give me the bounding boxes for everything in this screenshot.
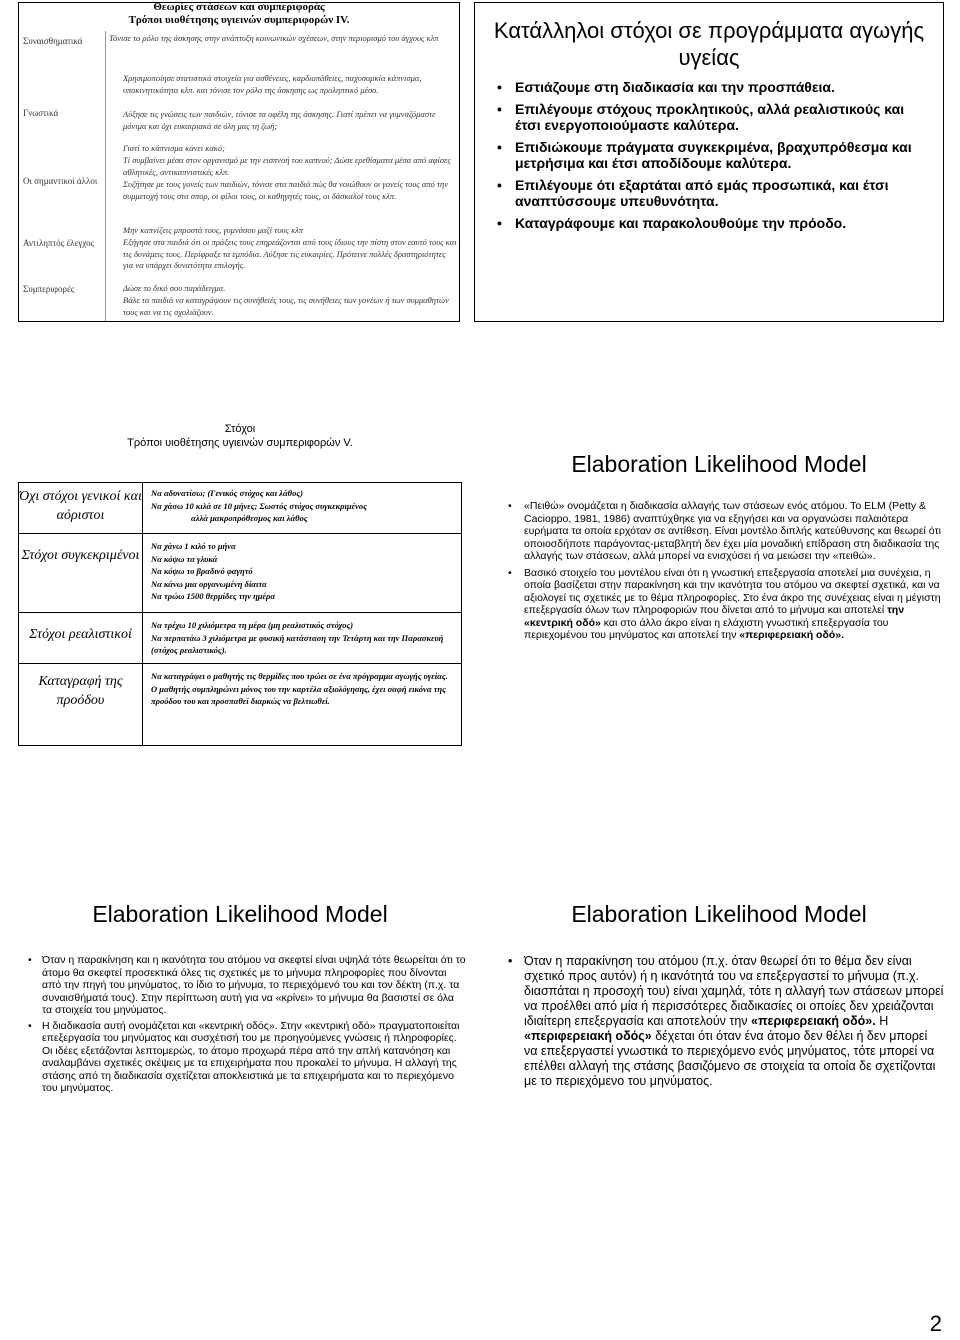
slide4-list xyxy=(504,500,944,642)
list-item xyxy=(497,215,933,231)
list-item-text: και στο άλλο άκρο είναι η ελάχιστη γνωστική επεξεργασία του περιεχομένου του μηνύματος και αποτελεί την xyxy=(524,616,889,641)
bullet-icon: • xyxy=(497,177,502,193)
column-divider xyxy=(105,31,106,321)
emphasis-peripheral-route: «περιφερειακή οδό». xyxy=(739,629,845,641)
text-record-habits: Βάλε τα παιδιά να καταγράψουν τις συνήθειές τους, τις συνήθειες των γονέων ή των συμμαθητών τους και να τις σχολιάζουν. xyxy=(123,295,449,317)
label-behaviors: Συμπεριφορές xyxy=(23,284,75,294)
slide-health-goals xyxy=(474,2,944,322)
list-item-text: Βασικό στοιχείο του μοντέλου είναι ότι η γνωστική επεξεργασία αποτελεί μια συνέχεια, η οποία βασίζεται στην παρακίνηση και την ικανότητα του ατόμου να σκεφτεί σχετικά, και να αξιολογεί τις σχετικές με το θέμα πληροφορίες. Στο ένα άκρο της συνέχειας είναι η μέγιστη επεξεργασία όλων των πληροφοριών που δίνεται από το μήνυμα και αποτελεί xyxy=(524,566,941,616)
slide4-title: Elaboration Likelihood Model xyxy=(571,451,867,477)
row-line: Ο μαθητής συμπληρώνει μόνος του την καρτέλα αξιολόγησης, έχει σαφή εικόνα της προόδου του και προσπαθεί διαρκώς να βελτιωθεί. xyxy=(151,683,446,706)
list-item-text: δέχεται ότι όταν ένα άτομο δεν θέλει ή δεν μπορεί να επεξεργαστεί γνωστικά το περιεχόμενο ενός μηνύματος, τότε μπορεί να επέλθει αλλαγή της στάσης βασιζόμενο σε στοιχεία τα οποία δε σχετίζονται με το περιεχόμενο του μηνύματος. xyxy=(524,1029,936,1088)
list-item xyxy=(26,1020,466,1095)
list-item-text: Επιλέγουμε στόχους προκλητικούς, αλλά ρεαλιστικούς και έτσι ενεργοποιούμαστε καλύτερα. xyxy=(515,101,905,133)
text-smoking-question: Γιατί το κάπνισμα κάνει κακό; xyxy=(123,143,225,153)
row-line: Να χάσω 10 κιλά σε 10 μήνες; Σωστός στόχος συγκεκριμένος xyxy=(151,500,367,511)
bullet-icon: • xyxy=(28,1019,32,1032)
bullet-icon: • xyxy=(508,566,512,579)
slide-elm-central xyxy=(14,896,466,1226)
bullet-icon: • xyxy=(497,79,502,95)
label-perceived-control: Αντιληπτός έλεγχος xyxy=(23,238,95,248)
slide1-header xyxy=(19,2,459,27)
row-line: Να καταγράφει ο μαθητής τις θερμίδες που τρώει σε ένα πρόγραμμα αγωγής υγείας. xyxy=(151,671,448,681)
slide-attitude-theories xyxy=(18,2,460,322)
emphasis-peripheral-route: «περιφερειακή οδό». xyxy=(751,1014,876,1028)
row-line: Να αδυνατίσω; (Γενικός στόχος και λάθος) xyxy=(151,488,303,498)
slide5-title: Elaboration Likelihood Model xyxy=(92,901,388,927)
list-item xyxy=(504,954,944,1089)
list-item-text: Καταγράφουμε και παρακολουθούμε την πρόοδο. xyxy=(515,215,847,231)
row-line: Να κάνω μια οργανωμένη δίαιτα xyxy=(151,578,267,589)
slide3-header-line2: Τρόποι υιοθέτησης υγιεινών συμπεριφορών V. xyxy=(127,437,353,449)
list-item-text: Επιλέγουμε ότι εξαρτάται από εμάς προσωπικά, και έτσι αναπτύσσουμε υπευθυνότητα. xyxy=(515,177,889,209)
list-item-text: «Πειθώ» ονομάζεται η διαδικασία αλλαγής των στάσεων ενός ατόμου. Το ELM (Petty & Cacioppo, 1981, 1986) αναπτύχθηκε για να εξηγήσει και να οργανώσει παλαιότερα ευρήματα τα οποία ερχόταν σε αντίθεση. Είναι μοντέλο διπλής κατεύθυνσης και θεωρεί ότι οποιοσδήποτε παράγοντας-μεταβλητή δεν έχει μία μοναδική επίδραση στη διαδικασία της αλλαγής των στάσεων, αλλά μπορεί να ενισχύσει ή να μειώσει την «πειθώ». xyxy=(524,500,941,562)
row-line: Να τρώω 1500 θερμίδες την ημέρα xyxy=(151,591,276,601)
row-label: Όχι στόχοι γενικοί και αόριστοι xyxy=(19,483,143,533)
slide2-list xyxy=(497,79,933,231)
table-row xyxy=(19,613,461,664)
row-label: Καταγραφή της προόδου xyxy=(19,664,143,745)
table-row xyxy=(19,483,461,534)
text-emotional: Τόνισε το ρόλο της άσκησης στην ανάπτυξη κοινωνικών σχέσεων, στην περιορισμό του άγχους κλπ xyxy=(109,33,439,43)
slide6-list xyxy=(504,954,944,1089)
list-item xyxy=(504,567,944,642)
row-line: αλλά μακροπρόθεσμος και λάθος xyxy=(191,513,308,523)
row-content xyxy=(151,540,457,603)
list-item-text: Όταν η παρακίνηση του ατόμου (π.χ. όταν θεωρεί ότι το θέμα δεν είναι σχετικό προς αυτόν) ή η ικανότητά του να επεξεργαστεί το μήνυμα (π.χ. διασπάται η προσοχή του) είναι χαμηλά, τότε η αλλαγή των στάσεων μπορεί να προέλθει από μία ή περισσότερες διαδικασίες οι οποίες δεν χρειάζονται ιδιαίτερη επεξεργασία και αποτελούν την xyxy=(524,954,944,1028)
emphasis-peripheral-route: «περιφερειακή οδός» xyxy=(524,1029,652,1043)
slide-goals-table xyxy=(14,420,466,752)
text-example: Δώσε το δικό σου παράδειγμα. xyxy=(123,283,226,293)
bullet-icon: • xyxy=(508,500,512,512)
text-smoke-inhalation: Τί συμβαίνει μέσα στον οργανισμό με την εισπνοή του καπνού; Δώσε ερεθίσματα μέσα από αφίσες αθλητικές, αντικαπνιστικές κλπ. xyxy=(123,155,451,177)
list-item xyxy=(497,101,933,133)
slide-elm-peripheral xyxy=(494,896,944,1226)
slide1-header-line1: Θεωρίες στάσεων και συμπεριφοράς xyxy=(153,2,325,13)
slide5-list xyxy=(26,954,466,1095)
table-row xyxy=(19,664,461,745)
row-line: Να περπατάω 3 χιλιόμετρα με φυσική κατάσταση την Τετάρτη και την Παρασκευή (στόχος ρεαλιστικός). xyxy=(151,632,444,655)
row-content xyxy=(151,670,457,708)
slide3-header xyxy=(14,422,466,450)
text-knowledge: Αύξησε τις γνώσεις των παιδιών, τόνισε τα οφέλη της άσκησης. Γιατί πρέπει να γυμναζόμαστε μόνιμα και όχι ευκαιριακά σε όλη μας τη ζωή; xyxy=(123,109,436,131)
list-item-text: Η διαδικασία αυτή ονομάζεται και «κεντρική οδός». Στην «κεντρική οδό» πραγματοποιείται επεξεργασία του μηνύματος και συσχέτισή του με προηγούμενες γνώσεις ή πληροφορίες. Οι ιδέες εξετάζονται λεπτομερώς, το άτομο προχωρά πέρα από την απλή κατανόηση και αναλαμβάνει σχετικές σκέψεις με τα επιχειρήματα που προκαλεί το μήνυμα. Η αλλαγή της στάσης από τη διαδικασία σχετίζεται αποκλειστικά με τα επιχειρήματα και το περιεχόμενο του μηνύματος. xyxy=(42,1019,460,1094)
bullet-icon: • xyxy=(497,215,502,231)
list-item xyxy=(504,500,944,563)
row-line: Να κόψω το βραδινό φαγητό xyxy=(151,566,253,576)
bullet-icon: • xyxy=(497,101,502,117)
bullet-icon: • xyxy=(28,954,32,966)
slide3-header-line1: Στόχοι xyxy=(224,423,256,435)
goals-table xyxy=(18,482,462,746)
text-statistics: Χρησιμοποίησε στατιστικά στοιχεία για ασθένειες, καρδιοπάθειες, παχυσαρκία κάπνισμα, υποκινητικότητα κλπ. και τόνισε τον ρόλο της άσκησης ως προληπτικό μέσο. xyxy=(123,73,422,95)
row-line: Να τρέχω 10 χιλιόμετρα τη μέρα (μη ρεαλιστικός στόχος) xyxy=(151,620,354,630)
list-item xyxy=(26,954,466,1017)
text-no-smoking: Μην καπνίζεις μπροστά τους, γυμνάσου μαζί τους κλπ xyxy=(123,225,304,235)
list-item xyxy=(497,139,933,171)
label-cognitive: Γνωστικά xyxy=(23,108,59,118)
list-item xyxy=(497,177,933,209)
page-number: 2 xyxy=(929,1311,942,1336)
list-item-text: Όταν η παρακίνηση και η ικανότητα του ατόμου να σκεφτεί είναι υψηλά τότε θεωρείται ότι το άτομο θα σκεφτεί προσεκτικά όλες τις σχετικές με το μήνυμα πληροφορίες που δίνονται από την πηγή του μηνύματος, το ίδιο το μήνυμα, το περιεχόμενό του και τον δέκτη (π.χ. τα συναισθήματά τους). Στην περίπτωση αυτή για να «κρίνει» το μήνυμα θα βασιστεί σε όλα τα στοιχεία του μηνύματος. xyxy=(42,954,466,1016)
row-content xyxy=(151,619,457,657)
text-parents: Συζήτησε με τους γονείς των παιδιών, τόνισε στα παιδιά πώς θα νοιώθουν οι γονείς τους από την συμμετοχή τους στα σπορ, οι φίλοι τους, οι καθηγητές τους, οι δάσκαλοί τους κλπ. xyxy=(123,179,448,201)
text-self-belief: Εξήγησε στα παιδιά ότι οι πράξεις τους επηρεάζονται από τους ίδιους την πίστη στον εαυτό τους και τις δυνάμεις τους. Περίφραξε τα εμπόδια. Αύξησε τις ευκαιρίες. Πρότεινε πολλές δραστηριότητες για να υπάρχει δυνατότητα επιλογής. xyxy=(123,237,457,270)
row-label: Στόχοι ρεαλιστικοί xyxy=(19,613,143,663)
row-line: Να κόψω τα γλυκά xyxy=(151,553,218,564)
list-item xyxy=(497,79,933,95)
slide-elm-intro xyxy=(494,446,944,756)
slide2-title: Κατάλληλοι στόχοι σε προγράμματα αγωγής υγείας xyxy=(493,18,925,70)
bullet-icon: • xyxy=(508,954,513,968)
slide1-header-line2: Τρόποι υιοθέτησης υγιεινών συμπεριφορών IV. xyxy=(128,14,350,26)
emphasis-central-route: την «κεντρική οδό» xyxy=(524,604,905,629)
row-content xyxy=(151,487,457,525)
list-item-text: Εστιάζουμε στη διαδικασία και την προσπάθεια. xyxy=(515,79,835,95)
slide6-title: Elaboration Likelihood Model xyxy=(571,901,867,927)
label-emotional: Συναισθηματικά xyxy=(23,36,83,46)
list-item-text: Επιδιώκουμε πράγματα συγκεκριμένα, βραχυπρόθεσμα και μετρήσιμα και έτσι αποδίδουμε καλύτερα. xyxy=(515,139,912,171)
label-significant-others: Οι σημαντικοί άλλοι xyxy=(23,176,98,186)
list-item-text: Η xyxy=(875,1014,889,1028)
row-label: Στόχοι συγκεκριμένοι xyxy=(19,534,143,612)
row-line: Να χάνω 1 κιλό το μήνα xyxy=(151,541,236,551)
table-row xyxy=(19,534,461,613)
bullet-icon: • xyxy=(497,139,502,155)
